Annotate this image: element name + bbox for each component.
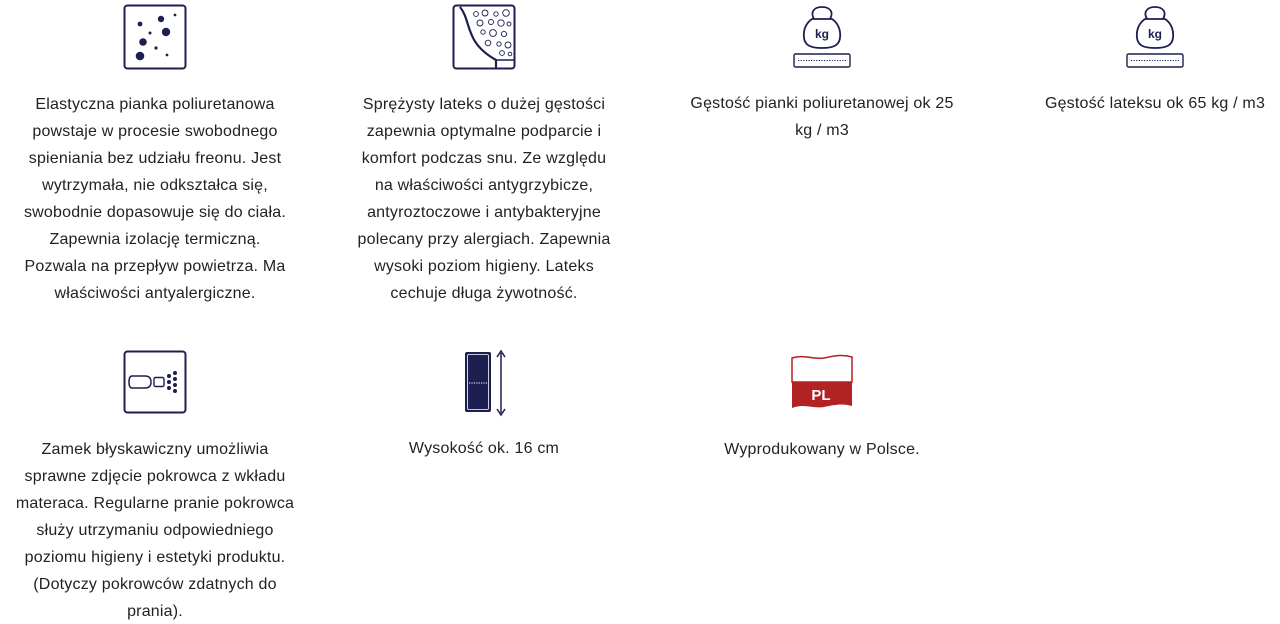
feature-latex-density bbox=[1000, 0, 1280, 150]
feature-zipper bbox=[0, 346, 310, 624]
feature-latex-density-text: Gęstość lateksu ok 65 kg / m3 bbox=[1044, 95, 1266, 112]
feature-foam bbox=[0, 0, 310, 320]
zipper-icon bbox=[123, 350, 187, 414]
foam-bubbles-icon bbox=[123, 4, 187, 70]
latex-foam-icon bbox=[452, 4, 516, 70]
flag-label: PL bbox=[811, 387, 831, 404]
feature-foam-density bbox=[667, 0, 977, 150]
poland-flag-icon bbox=[790, 354, 854, 412]
feature-foam-text: Elastyczna pianka poliuretanowa powstaje w procesie swobodnego spieniania bez udziału freonu. Jest wytrzymała, nie odkształca się, swobodnie dopasowuje się do ciała. Zapewnia izolację termiczną. Pozwala na przepływ powietrza. Ma właściwości antyalergiczne. bbox=[23, 96, 287, 302]
weight-density-icon bbox=[792, 4, 852, 70]
weight-density-icon bbox=[1125, 4, 1185, 70]
feature-foam-density-text: Gęstość pianki poliuretanowej ok 25 kg / m3 bbox=[690, 95, 954, 139]
feature-height-text: Wysokość ok. 16 cm bbox=[408, 440, 560, 457]
feature-made-in-poland bbox=[667, 346, 977, 496]
weight-label: kg bbox=[1147, 27, 1163, 41]
feature-made-in-poland-text: Wyprodukowany w Polsce. bbox=[724, 441, 920, 458]
feature-height bbox=[329, 346, 639, 496]
feature-zipper-text: Zamek błyskawiczny umożliwia sprawne zdjęcie pokrowca z wkładu materaca. Regularne pranie pokrowca służy utrzymaniu odpowiedniego poziomu higieny i estetyki produktu. (Dotyczy pokrowców zdatnych do prania). bbox=[15, 441, 295, 620]
weight-label: kg bbox=[814, 27, 830, 41]
mattress-height-icon bbox=[459, 348, 509, 418]
feature-latex bbox=[329, 0, 639, 320]
feature-latex-text: Sprężysty lateks o dużej gęstości zapewnia optymalne podparcie i komfort podczas snu. Ze względu na właściwości antygrzybicze, antyroztoczowe i antybakteryjne polecany przy alergiach. Zapewnia wysoki poziom higieny. Lateks cechuje długa żywotność. bbox=[357, 96, 611, 302]
